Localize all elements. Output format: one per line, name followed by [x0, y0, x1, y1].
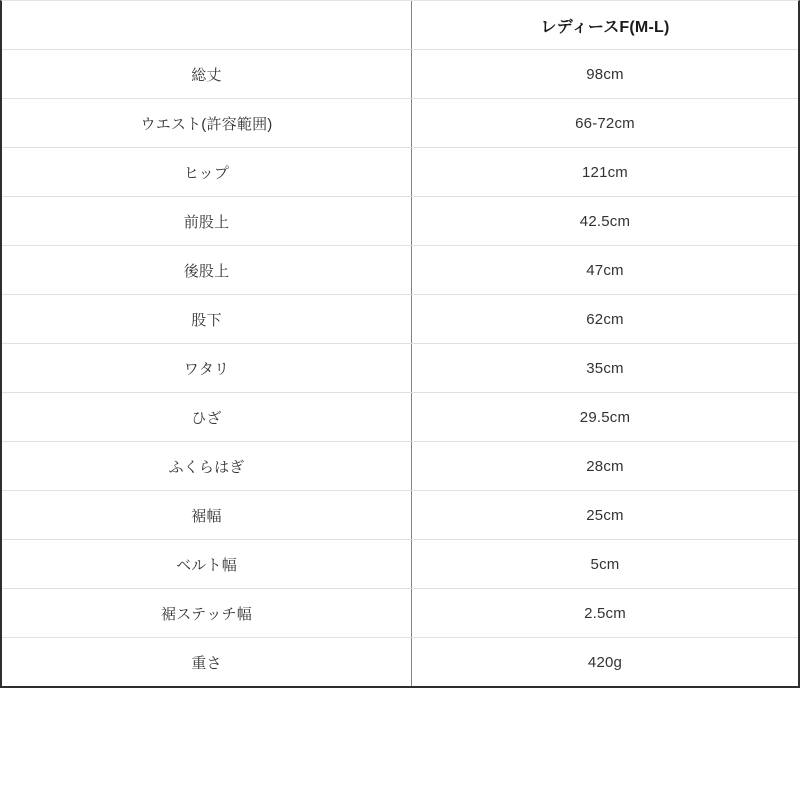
- row-value: 47cm: [586, 261, 624, 279]
- row-value: 420g: [587, 653, 623, 671]
- table-row: [2, 148, 798, 197]
- row-label: 総丈: [2, 50, 412, 98]
- row-label: 裾ステッチ幅: [2, 589, 412, 637]
- table-row: [2, 540, 798, 589]
- table-row: [2, 589, 798, 638]
- table-row: [2, 638, 798, 686]
- header-empty-cell: [2, 1, 412, 49]
- row-label: 重さ: [2, 638, 412, 686]
- row-label: 後股上: [2, 246, 412, 294]
- row-value: 35cm: [586, 359, 624, 377]
- row-label: ワタリ: [2, 344, 412, 392]
- row-value: 42.5cm: [579, 212, 631, 230]
- row-value: 5cm: [590, 555, 620, 573]
- table-row: [2, 344, 798, 393]
- row-value: 62cm: [586, 310, 624, 328]
- row-label: ひざ: [2, 393, 412, 441]
- row-value: 25cm: [586, 506, 624, 524]
- row-value: 98cm: [586, 65, 624, 83]
- row-value: 29.5cm: [579, 408, 631, 426]
- table-row: [2, 50, 798, 99]
- table-row: [2, 197, 798, 246]
- table-row: [2, 393, 798, 442]
- table-row: [2, 442, 798, 491]
- header-size-label: レディースF(M-L): [540, 18, 670, 36]
- table-row: [2, 491, 798, 540]
- row-label: 前股上: [2, 197, 412, 245]
- table-row: [2, 295, 798, 344]
- row-label: ふくらはぎ: [2, 442, 412, 490]
- table-header-row: [2, 1, 798, 50]
- row-value: 28cm: [586, 457, 624, 475]
- row-label: ヒップ: [2, 148, 412, 196]
- row-label: 股下: [2, 295, 412, 343]
- row-value: 121cm: [581, 163, 629, 181]
- row-label: ベルト幅: [2, 540, 412, 588]
- row-value: 2.5cm: [584, 604, 626, 622]
- table-row: [2, 99, 798, 148]
- row-value: 66-72cm: [575, 114, 635, 132]
- table-row: [2, 246, 798, 295]
- row-label: 裾幅: [2, 491, 412, 539]
- row-label: ウエスト(許容範囲): [2, 99, 412, 147]
